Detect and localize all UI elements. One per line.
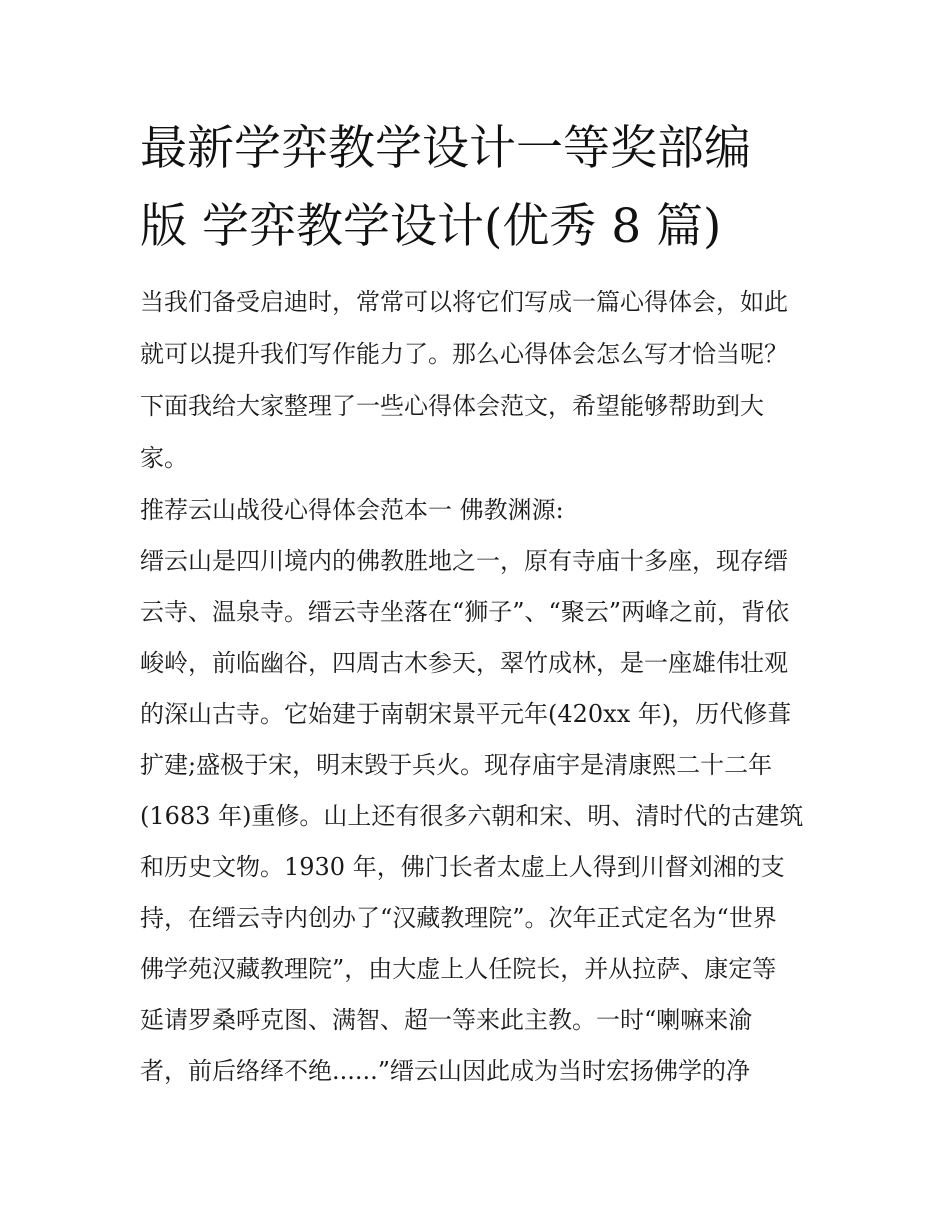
body-line: 持，在缙云寺内创办了“汉藏教理院”。次年正式定名为“世界 [140, 904, 777, 932]
body-line: 佛学苑汉藏教理院”，由大虚上人任院长，并从拉萨、康定等 [140, 955, 777, 983]
body-line: 延请罗桑呼克图、满智、超一等来此主教。一时“喇嘛来渝 [140, 1006, 753, 1034]
intro-line: 家。 [140, 444, 188, 472]
intro-line: 下面我给大家整理了一些心得体会范文，希望能够帮助到大 [140, 392, 764, 420]
intro-paragraph [140, 276, 820, 484]
document-content [140, 110, 820, 1097]
body-line: 云寺、温泉寺。缙云寺坐落在“狮子”、“聚云”两峰之前，背依 [140, 598, 790, 626]
body-line: 扩建;盛极于宋，明末毁于兵火。现存庙宇是清康熙二十二年 [140, 751, 773, 779]
body-line: (1683 年)重修。山上还有很多六朝和宋、明、清时代的古建筑 [140, 802, 804, 830]
intro-line: 当我们备受启迪时，常常可以将它们写成一篇心得体会，如此 [140, 288, 788, 316]
body-line: 缙云山是四川境内的佛教胜地之一，原有寺庙十多座，现存缙 [140, 547, 788, 575]
title-line: 最新学弈教学设计一等奖部编 [140, 121, 751, 176]
intro-line: 就可以提升我们写作能力了。那么心得体会怎么写才恰当呢？ [140, 340, 788, 368]
document-title [140, 110, 820, 266]
body-line: 峻岭，前临幽谷，四周古木参天，翠竹成林，是一座雄伟壮观 [140, 649, 788, 677]
body-line: 的深山古寺。它始建于南朝宋景平元年(420xx 年)，历代修葺 [140, 700, 792, 728]
section-heading: 推荐云山战役心得体会范本一 佛教渊源: [140, 496, 564, 524]
body-line: 者，前后络绎不绝......”缙云山因此成为当时宏扬佛学的净 [140, 1057, 751, 1085]
body-line: 和历史文物。1930 年，佛门长者太虚上人得到川督刘湘的支 [140, 853, 785, 881]
title-line: 版 学弈教学设计(优秀 8 篇) [140, 199, 722, 254]
body-paragraph [140, 536, 820, 1097]
